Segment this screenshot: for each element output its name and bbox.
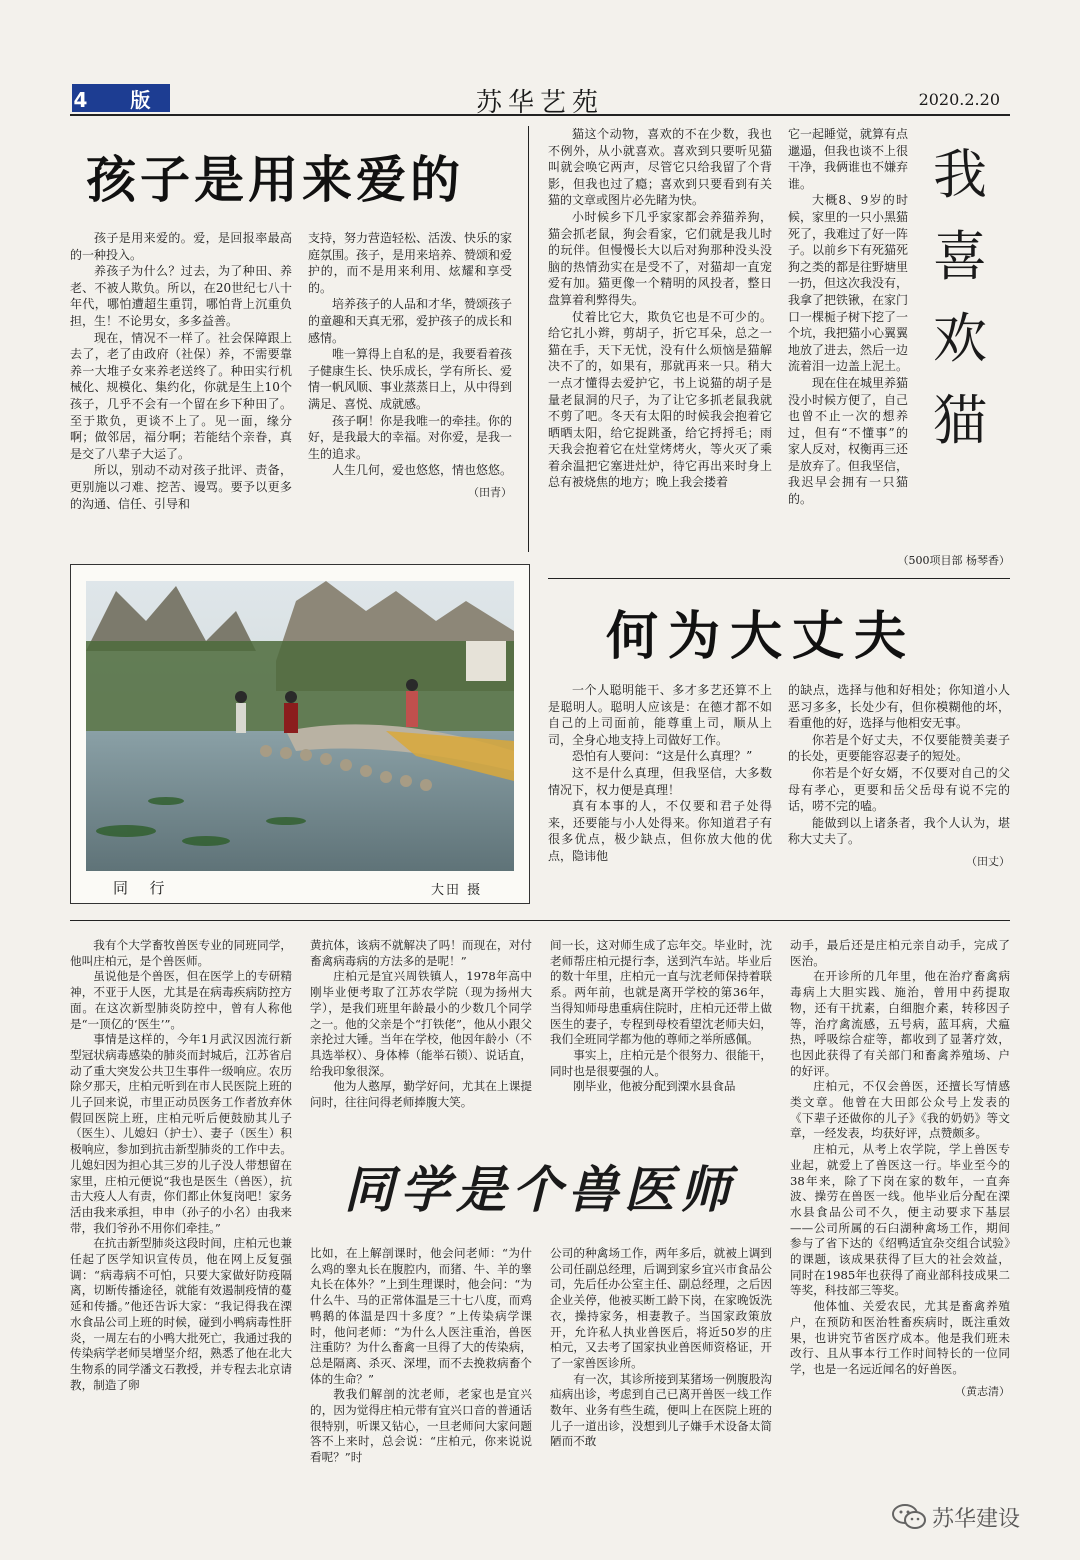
- paragraph: 真有本事的人，不仅要和君子处得来，还要能与小人处得来。你知道君子有很多优点，极少缺点，但你放大他的优点，隐讳他: [548, 799, 772, 863]
- paragraph: 你若是个好女婿，不仅要对自己的父母有孝心，更要和岳父岳母有说不完的话，唠不完的嗑。: [788, 765, 1010, 814]
- paragraph: 你若是个好丈夫，不仅要能赞美妻子的长处，更要能容忍妻子的短处。: [788, 732, 1010, 764]
- paragraph: 仗着比它大，欺负它也是不可少的。给它扎小辫，剪胡子，折它耳朵，总之一猫在手，天下无忧，没有什么烦恼是猫解决不了的，如果有，那就再来一只。稍大一点才懂得去爱护它，书上说猫的胡子是量老鼠洞的尺子，为了让它多抓老鼠我就不剪了吧。冬天有太阳的时候我会抱着它晒晒太阳，给它捉跳蚤，给它捋捋毛；雨天我会抱着它在灶堂烤烤火，等火灭了乘着余温把它塞进灶炉，待它再出来时身上总有被烧焦的地方；晚上我会搂着: [548, 309, 772, 490]
- photo-credit: 大田 摄: [431, 883, 483, 898]
- section-rule: [548, 578, 1010, 579]
- article2-signature: （500项目部 杨琴香）: [897, 554, 1010, 567]
- page-number-badge: [72, 84, 170, 112]
- paragraph: 现在，情况不一样了。社会保障跟上去了，老了由政府（社保）养，不需要靠养一大堆子女来养老送终了。种田实行机械化、规模化、集约化，你就是生上10个孩子，几乎不会有一个留在乡下种田了。至于欺负，更谈不上了。见一面，缘分啊；做邻居，福分啊；若能结个亲眷，真是交了八辈子大运了。: [70, 330, 292, 461]
- paragraph: 孩子是用来爱的。爱，是回报率最高的一种投入。: [70, 231, 292, 262]
- column-divider: [528, 126, 529, 552]
- paragraph: 我有个大学畜牧兽医专业的同班同学，他叫庄柏元，是个兽医师。: [70, 938, 292, 968]
- landscape-photo: [86, 581, 514, 871]
- paragraph: 他为人憨厚，勤学好问，尤其在上课提问时，往往问得老师捧腹大笑。: [310, 1079, 532, 1110]
- paragraph: 养孩子为什么？过去，为了种田、养老、不被人欺负。所以，在20世纪七八十年代，哪怕遭超生重罚，哪怕背上沉重负担，生！不论男女，多多益善。: [70, 264, 292, 328]
- page-number: 4 版: [73, 87, 169, 112]
- paragraph: 的缺点，选择与他和好相处；你知道小人恶习多多，长处少有，但你模糊他的坏，看重他的好，选择与他相安无事。: [788, 683, 1010, 731]
- article3-title: 何为大丈夫: [606, 607, 917, 667]
- paragraph: 比如，在上解剖课时，他会问老师：“为什么鸡的睾丸长在腹腔内，而猪、牛、羊的睾丸长在体外？”上到生理课时，他会问：“为什么牛、马的正常体温是三十七八度，而鸡鸭鹅的体温是四十多度？”上传染病学课时，他问老师：“为什么人医注重治，兽医注重防？为什么畜禽一旦得了大的传染病，总是隔离、杀灭、深埋，而不去挽救病畜个体的生命？”: [310, 1246, 532, 1386]
- paragraph: 刚毕业，他被分配到溧水县食品: [573, 1079, 736, 1094]
- paragraph: 小时候乡下几乎家家都会养猫养狗，猫会抓老鼠，狗会看家，它们就是我儿时的玩伴。但慢慢长大以后对狗那种没头没脑的热情劲实在是受不了，对猫却一直宠爱有加。猫更像一个精明的风投者，整日盘算着利弊得失。: [548, 209, 772, 307]
- paragraph: 间一长，这对师生成了忘年交。毕业时，沈老师帮庄柏元提行李，送到汽车站。毕业后的数十年里，庄柏元一直与沈老师保持着联系。两年前，也就是离开学校的第36年，当得知师母患重病住院时，庄柏元还带上做医生的妻子，专程到母校看望沈老师夫妇，我们全班同学都为他的尊师之举所感佩。: [550, 938, 772, 1047]
- paragraph: 教我们解剖的沈老师，老家也是宜兴的，因为觉得庄柏元带有宜兴口音的普通话很特别，听课又钻心，一旦老师问大家问题答不上来时，总会说：“庄柏元，你来说说看呢？”时: [310, 1387, 532, 1465]
- article4-col4: [790, 938, 1010, 1399]
- watermark-text: 苏华建设: [932, 1506, 1021, 1532]
- paragraph: 所以，别动不动对孩子批评、责备，更别施以刁难、挖苦、谩骂。要予以更多的沟通、信任、引导和: [70, 463, 292, 511]
- paragraph: 培养孩子的人品和才华，赞颂孩子的童趣和天真无邪，爱护孩子的成长和感情。: [308, 297, 513, 345]
- paragraph: 在开诊所的几年里，他在治疗畜禽病毒病上大胆实践、施治，曾用中药提取物，还有干扰素，白细胞介素，转移因子等，治疗禽流感，五号病，蓝耳病，犬瘟热，呼吸综合症等，都收到了显著疗效，也因此获得了有关部门和畜禽养殖场、户的好评。: [790, 969, 1010, 1078]
- title-char: 欢: [933, 307, 987, 370]
- article3-signature: （田丈）: [966, 854, 1010, 868]
- paragraph: 能做到以上诸条者，我个人认为，堪称大丈夫了。: [788, 815, 1010, 847]
- photo-frame: [70, 564, 530, 904]
- paragraph: 一个人聪明能干、多才多艺还算不上是聪明人。聪明人应该是：在德才都不如自己的上司面前，能尊重上司，顺从上司，全身心地支持上司做好工作。: [548, 683, 772, 747]
- article3-col1: [548, 682, 772, 865]
- article2-title: [920, 134, 1000, 462]
- paragraph: 有一次，其诊所接到某猪场一例腹股沟疝病出诊，考虑到自己已离开兽医一线工作数年、业务有些生疏，便叫上在医院上班的儿子一道出诊，没想到儿子嫌手术设备太简陋而不敢: [550, 1371, 772, 1449]
- paragraph: 它一起睡觉，就算有点邋遢，但我也谈不上很干净，我俩谁也不嫌弃谁。: [788, 127, 909, 191]
- header-rule: [70, 114, 1010, 116]
- article1-signature: （田青）: [468, 485, 512, 499]
- wechat-watermark: [892, 1500, 1052, 1534]
- article1-col1: [70, 230, 292, 512]
- article4-col2-bottom: [310, 1246, 532, 1466]
- paragraph: 恐怕有人要问：“这是什么真理？”: [572, 749, 753, 764]
- paragraph: 黄抗体，该病不就解决了吗！而现在，对付畜禽病毒病的方法多的是呢！”: [310, 938, 532, 968]
- wechat-icon: [892, 1503, 926, 1531]
- article4-col3-top: [550, 938, 772, 1095]
- article4-col3-bottom: [550, 1246, 772, 1450]
- article4-title: 同学是个兽医师: [344, 1160, 736, 1219]
- article1-title: 孩子是用来爱的: [86, 151, 464, 209]
- title-char: 我: [933, 143, 987, 206]
- article4-signature: （黄志清）: [955, 1384, 1010, 1398]
- paper-name: 苏华艺苑: [475, 88, 604, 118]
- paragraph: 事情是这样的，今年1月武汉因流行新型冠状病毒感染的肺炎而封城后，江苏省启动了重大突发公共卫生事件一级响应。农历除夕那天，庄柏元听到在市人民医院上班的儿子回来说，市里正动员医务工作者放弃休假回医院上班，庄柏元听后便鼓励其儿子（医生）、儿媳妇（护士）、妻子（医生）积极响应，参加到抗击新型肺炎的工作中去。儿媳妇因为担心其三岁的儿子没人带想留在家里，庄柏元便说“我也是医生（兽医），抗击大疫人人有责，你们都止休复岗吧！家务活由我来承担，申申（孙子的小名）由我来带，我们爷孙不用你们牵挂。”: [70, 1032, 292, 1235]
- paragraph: 虽说他是个兽医，但在医学上的专研精神，不亚于人医，尤其是在病毒疾病防控方面。在这次新型肺炎防控中，曾有人称他是“一顶亿的‘医生’”。: [70, 969, 292, 1031]
- paragraph: 大概8、9岁的时候，家里的一只小黑猫死了，我难过了好一阵子。以前乡下有死猫死狗之类的都是往野塘里一扔，但这次我没有，我拿了把铁锹，在家门口一棵栀子树下挖了一个坑，我把猫小心翼翼地放了进去，然后一边流着泪一边盖上泥土。: [788, 193, 909, 374]
- article1-col2: [308, 230, 512, 502]
- article4-col1: [70, 938, 292, 1393]
- title-char: 猫: [933, 389, 987, 452]
- issue-date: 2020.2.20: [918, 90, 1000, 109]
- paragraph: 庄柏元，从考上农学院，学上兽医专业起，就爱上了兽医这一行。毕业至今的38年来，除了下岗在家的数年，一直奔波、操劳在兽医一线。他毕业后分配在溧水县食品公司不久，便主动要求下基层——公司所属的石臼湖种禽场工作，期间参与了省下达的《绍鸭适宜杂交组合试验》的课题，该成果获得了巨大的社会效益，同时在1985年也获得了商业部科技成果二等奖，科技部三等奖。: [790, 1142, 1010, 1298]
- article4-col2-top: [310, 938, 532, 1111]
- paragraph: 庄柏元是宜兴周铁镇人，1978年高中刚毕业便考取了江苏农学院（现为扬州大学），是我们班里年龄最小的少数几个同学之一。他的父亲是个“打铁佬”，他从小跟父亲抡过大锤。当年在学校，他因年龄小（不具选举权）、身体棒（能举石锁）、说话直，给我印象很深。: [310, 969, 532, 1078]
- paragraph: 庄柏元，不仅会兽医，还擅长写情感类文章。他曾在大田郎公众号上发表的《下辈子还做你的儿子》《我的奶奶》等文章，一经发表，均获好评，点赞颇多。: [790, 1079, 1010, 1141]
- paragraph: 唯一算得上自私的是，我要看着孩子健康生长、快乐成长，学有所长、爱情一帆风顺、事业蒸蒸日上，从中得到满足、喜悦、成就感。: [308, 347, 513, 411]
- paragraph: 孩子啊！你是我唯一的牵挂。你的好，是我最大的幸福。对你爱，是我一生的追求。: [308, 413, 513, 461]
- photo-caption: 同 行: [113, 879, 169, 897]
- section-rule: [70, 920, 1010, 921]
- paragraph: 在抗击新型肺炎这段时间，庄柏元也兼任起了医学知识宣传员，他在网上反复强调：“病毒病不可怕，只要大家做好防疫隔离，切断传播途径，就能有效遏制疫情的蔓延和传播。”他还告诉大家：“我记得我在溧水食品公司上班的时候，碰到小鸭病毒性肝炎，一周左右的小鸭大批死亡，我通过我的传染病学老师吴增坚介绍，熟悉了他在北大生物系的同学潘文石教授，并专程去北京请教，制造了卵: [70, 1236, 292, 1392]
- paragraph: 支持，努力营造轻松、活泼、快乐的家庭氛围。孩子，是用来培养、赞颂和爱护的，而不是用来利用、炫耀和享受的。: [308, 231, 513, 295]
- article2-col2: [788, 126, 908, 508]
- paragraph: 他体恤、关爱农民，尤其是畜禽养殖户，在预防和医治牲畜疾病时，既注重效果，也讲究节省医疗成本。他是我们班未改行、且从事本行工作时间特长的一位同学，也是一名远近闻名的好兽医。: [790, 1299, 1010, 1376]
- article2-col1: [548, 126, 772, 491]
- paragraph: 猫这个动物，喜欢的不在少数，我也不例外，从小就喜欢。喜欢到只要听见猫叫就会唤它两声，尽管它只给我留了个背影，但我也过了瘾；喜欢到只要看到有关猫的文章或图片必先睹为快。: [548, 127, 772, 208]
- paragraph: 公司的种禽场工作，两年多后，就被上调到公司任副总经理，后调到家乡宜兴市食品公司，先后任办公室主任、副总经理，之后因企业关停，他被买断工龄下岗，在家晚饭洗衣，操持家务，相妻教子。当国家政策放开，允许私人执业兽医后，将近50岁的庄柏元，又去考了国家执业兽医师资格证，开了一家兽医诊所。: [550, 1246, 772, 1370]
- title-char: 喜: [933, 225, 987, 288]
- paragraph: 这不是什么真理，但我坚信，大多数情况下，权力便是真理！: [548, 765, 772, 797]
- article3-col2: [788, 682, 1010, 871]
- paragraph: 现在住在城里养猫没小时候方便了，自己也曾不止一次的想养过，但有“不懂事”的家人反对，权衡再三还是放弃了。但我坚信，我迟早会拥有一只猫的。: [788, 375, 909, 507]
- paragraph: 人生几何，爱也悠悠，情也悠悠。: [332, 463, 513, 478]
- paragraph: 事实上，庄柏元是个很努力、很能干，同时也是很要强的人。: [550, 1047, 772, 1078]
- paragraph: 动手，最后还是庄柏元亲自动手，完成了医治。: [790, 938, 1010, 968]
